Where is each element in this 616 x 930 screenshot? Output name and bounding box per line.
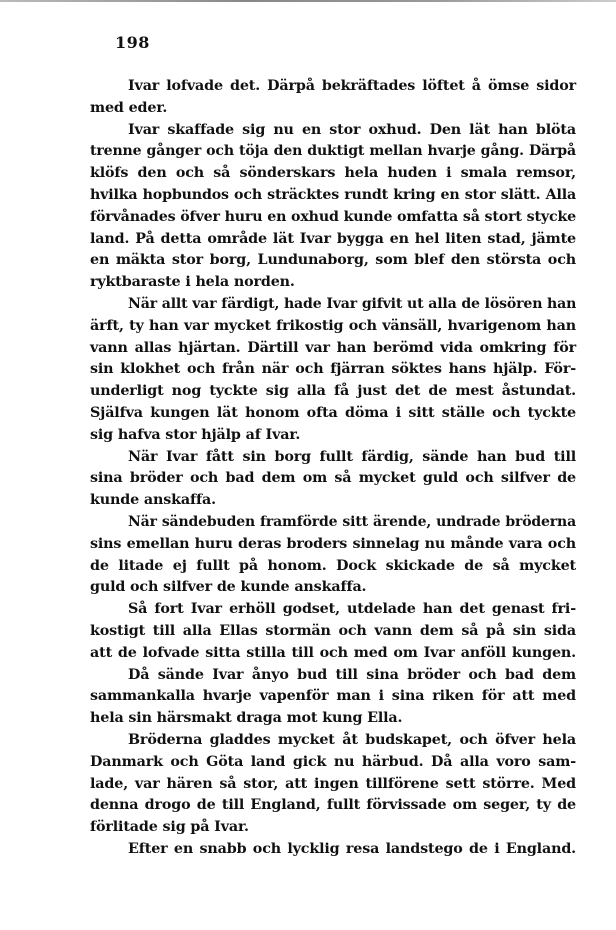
text-line: När allt var färdigt, hade Ivar gifvit ut alla de lösören han (128, 295, 577, 312)
text-line: trenne gånger och töja den duktigt mellan hvarje gång. Därpå (90, 143, 576, 160)
text-line: klöfs den och så sönderskars hela huden i smala remsor, (90, 165, 576, 182)
text-line: att de lofvade sitta stilla till och med om Ivar anföll kungen. (90, 644, 576, 661)
text-line: sins emellan huru deras broders sinnelag nu månde vara och (90, 535, 576, 552)
text-line: kostigt till alla Ellas stormän och vann dem så på sin sida (90, 622, 576, 639)
text-line: ryktbaraste i hela norden. (90, 274, 295, 291)
text-line: med eder. (90, 99, 168, 116)
text-line: förlitade sig på Ivar. (90, 819, 249, 836)
text-line: sammankalla hvarje vapenför man i sina riken för att med (90, 688, 576, 705)
page-number: 198 (115, 33, 150, 52)
text-line: sina bröder och bad dem om så mycket guld och silfver de (90, 470, 576, 487)
text-line: hela sin härsmakt draga mot kung Ella. (90, 710, 403, 727)
text-line: sig hafva stor hjälp af Ivar. (90, 426, 301, 443)
text-line: kunde anskaffa. (90, 492, 216, 509)
text-line: lade, var hären så stor, att ingen tillförene sett större. Med (90, 775, 576, 792)
text-line: hvilka hopbundos och sträcktes rundt kring en stor slätt. Alla (90, 186, 576, 203)
text-line: sin klokhet och från när och fjärran söktes hans hjälp. För- (90, 361, 576, 378)
text-line: underligt nog tyckte sig alla få just det de mest åstundat. (90, 383, 576, 400)
text-line: När Ivar fått sin borg fullt färdig, sände han bud till (128, 448, 576, 465)
text-line: När sändebuden framförde sitt ärende, undrade bröderna (128, 513, 576, 530)
text-line: förvånades öfver huru en oxhud kunde omfatta så stort stycke (90, 208, 576, 225)
text-line: land. På detta område lät Ivar bygga en hel liten stad, jämte (90, 230, 576, 247)
text-line: denna drogo de till England, fullt förvissade om seger, ty de (90, 797, 576, 814)
text-line: en mäkta stor borg, Lundunaborg, som blef den största och (90, 252, 576, 269)
body-text (90, 76, 576, 861)
text-line: Ivar skaffade sig nu en stor oxhud. Den lät han blöta (128, 121, 576, 138)
text-line: Då sände Ivar ånyo bud till sina bröder och bad dem (128, 666, 576, 683)
text-line: Bröderna gladdes mycket åt budskapet, och öfver hela (128, 731, 576, 748)
text-line: ärft, ty han var mycket frikostig och vänsäll, hvarigenom han (90, 317, 576, 334)
text-line: Danmark och Göta land gick nu härbud. Då alla voro sam- (90, 753, 576, 770)
text-line: de litade ej fullt på honom. Dock skickade de så mycket (90, 557, 576, 574)
top-edge-rule (0, 0, 616, 2)
text-line: guld och silfver de kunde anskaffa. (90, 579, 367, 596)
text-line: Efter en snabb och lycklig resa landstego de i England. (128, 840, 576, 857)
text-line: vann allas hjärtan. Därtill var han berömd vida omkring för (90, 339, 576, 356)
text-line: Själfva kungen lät honom ofta döma i sitt ställe och tyckte (90, 404, 576, 421)
text-line: Ivar lofvade det. Därpå bekräftades löftet å ömse sidor (128, 78, 576, 94)
text-line: Så fort Ivar erhöll godset, utdelade han det genast fri- (128, 601, 576, 618)
